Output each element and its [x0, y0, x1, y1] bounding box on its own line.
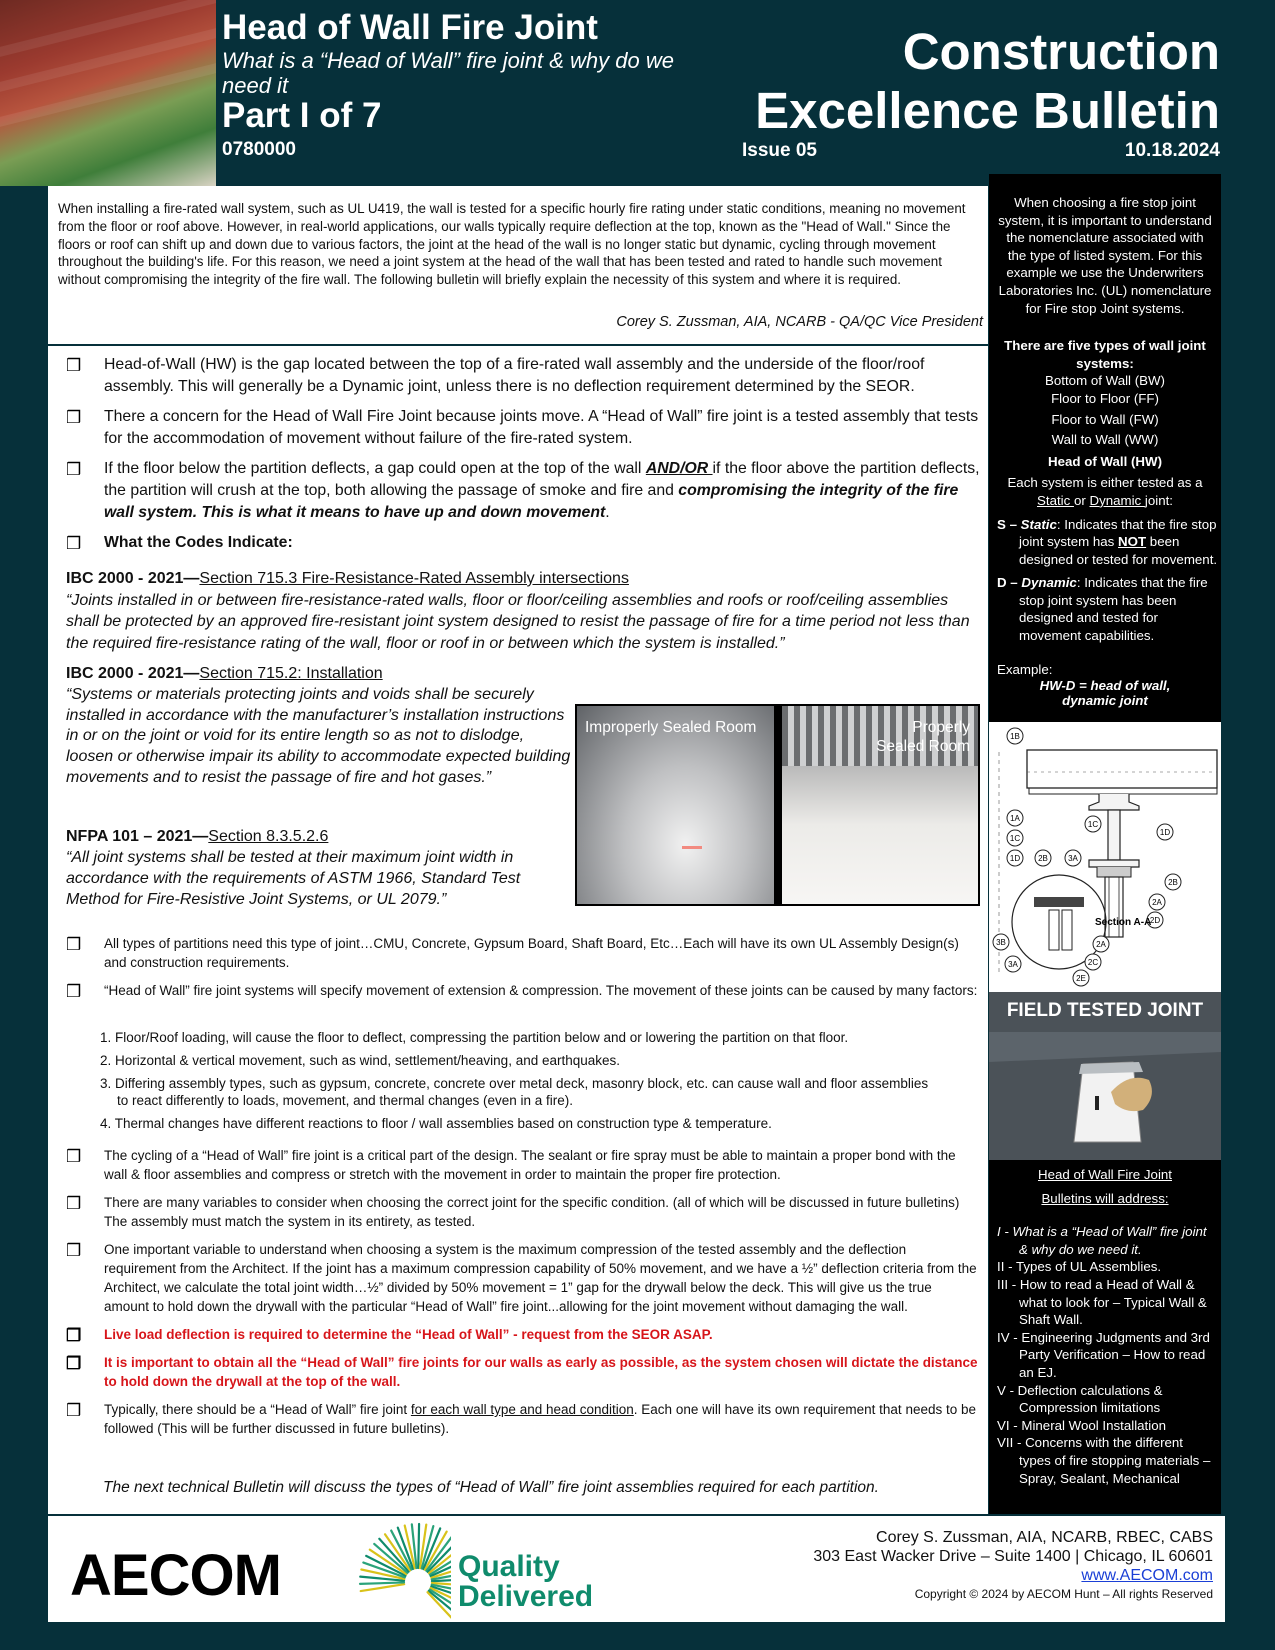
- code-ibc-715-2: IBC 2000 - 2021—Section 715.2: Installation “Systems or materials protecting joints and voids shall be securely installed in accordance with the manufacturer’s installation instructions in or on the joint or void for its entire length so as not to dislodge, loosen or otherwise impair its ability to accommodate expected building movements and to resist the passage of fire and hot gases.”: [66, 664, 574, 789]
- integrity-emphasis: compromising the integrity of the fire wall system. This is what it means to have up and down movement: [104, 482, 959, 521]
- checkbox-icon: ❒: [66, 935, 82, 954]
- page-subtitle: What is a “Head of Wall” fire joint & why do we need it: [222, 48, 674, 98]
- diagram-svg: [989, 722, 1221, 992]
- svg-text:1D: 1D: [1009, 854, 1021, 863]
- svg-text:2E: 2E: [1076, 974, 1086, 983]
- issue-label: Issue 05: [742, 140, 817, 161]
- concrete-slab: [1027, 750, 1217, 788]
- code-quote: “All joint systems shall be tested at their maximum joint width in accordance with the requirements of ASTM 1966, Standard Test Method for Fire-Resistive Joint Systems, or UL 2079.”: [66, 849, 521, 908]
- callout-2b: [1035, 850, 1051, 866]
- steel-beam-web: [1108, 810, 1120, 860]
- bullet-item: ❒ Head-of-Wall (HW) is the gap located between the top of a fire-rated wall assembly and the underside of the floor/roof assembly. This will generally be a Dynamic joint, unless there is no deflection requirement determined by the SEOR.: [66, 356, 925, 395]
- head-of-wall-diagram: [989, 722, 1221, 992]
- svg-text:1C: 1C: [1009, 834, 1021, 843]
- bullet-list-bottom: [48, 1146, 988, 1447]
- intro-text: When installing a fire-rated wall system, such as UL U419, the wall is tested for a specific hourly fire rating under static conditions, meaning no movement from the floor or roof above. However, in real-world applications, our walls typically require deflection at the top, known as the "Head of Wall." Since the floors or roof can shift up and down due to various factors, the joint at the head of the wall is no longer static but dynamic, cycling through movement throughout the building's life. For this reason, we need a joint system at the head of the wall that has been tested and rated to handle such movement without compromising the integrity of the fire wall. The following bulletin will briefly explain the necessity of this system and where it is required.: [58, 201, 966, 288]
- sidebar-nomenclature: [989, 174, 1221, 724]
- field-photo-svg: [989, 992, 1221, 1160]
- bullet-item: ❒ The cycling of a “Head of Wall” fire joint is a critical part of the design. The sealant or fire spray must be able to maintain a proper bond with the wall & floor assemblies and compress or stretch with the movement in order to maintain the proper fire protection.: [66, 1147, 956, 1182]
- type-item: Head of Wall (HW): [1048, 453, 1162, 469]
- contact-address: 303 East Wacker Drive – Suite 1400 | Chicago, IL 60601: [813, 1548, 1213, 1565]
- intro-author: Corey S. Zussman, AIA, NCARB - QA/QC Vice President: [616, 314, 983, 330]
- topic-item: VI - Mineral Wool Installation: [997, 1417, 1166, 1433]
- callout-3a-low: [1005, 956, 1021, 972]
- svg-text:2D: 2D: [1149, 916, 1161, 925]
- bullet-item: ❒ There are many variables to consider when choosing the correct joint for the specific condition. (all of which will be discussed in future bulletins) The assembly must match the system in its entirety, as tested.: [66, 1194, 960, 1229]
- divider: [48, 344, 988, 346]
- checkbox-icon: ❒: [66, 534, 82, 553]
- callout-1d: [1157, 824, 1173, 840]
- topic-item: I - What is a “Head of Wall” fire joint & why do we need it.: [997, 1224, 1207, 1257]
- bullet-list-mid: [48, 934, 988, 1009]
- checkbox-icon: ❒: [66, 1147, 82, 1166]
- types-heading: There are five types of wall joint systems:: [1004, 338, 1206, 371]
- footer: [48, 1514, 1225, 1622]
- issue-date: 10.18.2024: [1124, 140, 1220, 161]
- topic-item: IV - Engineering Judgments and 3rd Party Verification – How to read an EJ.: [997, 1329, 1210, 1380]
- checkbox-icon: ❒: [66, 408, 82, 427]
- metal-deck: [1029, 788, 1217, 794]
- checkbox-icon: ❒: [66, 982, 82, 1001]
- bullet-item: ❒ “Head of Wall” fire joint systems will specify movement of extension & compression. The movement of these joints can be caused by many factors:: [66, 982, 978, 1001]
- properly-sealed-photo: [782, 706, 978, 904]
- example-label: Example:: [997, 661, 1053, 677]
- static-definition: S – Static: Indicates that the fire stop joint system has NOT been designed or tested for movement.: [997, 516, 1218, 567]
- checkbox-icon: ❒: [66, 1326, 82, 1345]
- tested-as-text: Each system is either tested as a Static or Dynamic joint:: [1007, 475, 1203, 508]
- topic-item: V - Deflection calculations & Compression limitations: [997, 1382, 1163, 1416]
- type-item: Bottom of Wall (BW): [1045, 373, 1165, 389]
- page-title: Head of Wall Fire Joint: [222, 8, 598, 47]
- code-section-link: Section 715.2: Installation: [199, 665, 383, 682]
- track: [1079, 1062, 1143, 1074]
- closing-note: The next technical Bulletin will discuss the types of “Head of Wall” fire joint assemblies required for each partition.: [103, 1479, 879, 1496]
- fire-glow: [682, 846, 702, 849]
- bullet-list-top: [48, 354, 988, 562]
- svg-text:1C: 1C: [1087, 820, 1099, 829]
- codes-heading: What the Codes Indicate:: [104, 534, 293, 551]
- fire-spray: [1097, 867, 1131, 877]
- callout-1c-beam: [1085, 816, 1101, 832]
- checkbox-icon: ❒: [66, 1354, 82, 1373]
- bullet-item-alert: ❒ Live load deflection is required to determine the “Head of Wall” - request from the SEOR ASAP.: [66, 1326, 713, 1345]
- bulletin-title: Construction Excellence Bulletin: [755, 23, 1220, 139]
- quality-burst-icon: [306, 1520, 451, 1620]
- factor-item: 2. Horizontal & vertical movement, such as wind, settlement/heaving, and earthquakes.: [100, 1053, 621, 1068]
- sidebar-intro: When choosing a fire stop joint system, it is important to understand the nomenclature associated with the type of listed system. For this example we use the Underwriters Laboratories Inc. (UL) nomenclature for Fire stop Joint systems.: [998, 195, 1212, 316]
- code-nfpa-101: NFPA 101 – 2021—Section 8.3.5.2.6 “All joint systems shall be tested at their maximum joint width in accordance with the requirements of ASTM 1966, Standard Test Method for Fire-Resistive Joint Systems, or UL 2079.”: [66, 826, 574, 910]
- bullet-item: ❒ Typically, there should be a “Head of Wall” fire joint for each wall type and head condition. Each one will have its own requirement that needs to be followed (This will be further discussed in future bulletins).: [66, 1401, 976, 1436]
- header: [0, 0, 1275, 186]
- factor-item: 1. Floor/Roof loading, will cause the floor to deflect, compressing the partition below and or lowering the partition on that floor.: [100, 1030, 849, 1045]
- callout-1b: [1007, 728, 1023, 744]
- copyright: Copyright © 2024 by AECOM Hunt – All rights Reserved: [914, 1587, 1213, 1601]
- svg-text:2A: 2A: [1096, 940, 1106, 949]
- sealed-room-comparison-photo: [575, 704, 980, 906]
- burst-ray: [360, 1582, 404, 1583]
- svg-text:2C: 2C: [1087, 958, 1099, 967]
- burst-ray: [418, 1524, 419, 1568]
- svg-text:2A: 2A: [1152, 898, 1162, 907]
- svg-text:2B: 2B: [1038, 854, 1048, 863]
- checkbox-icon: ❒: [66, 460, 82, 479]
- topic-item: VII - Concerns with the different types of fire stopping materials – Spray, Sealant, Mechanical: [997, 1435, 1211, 1486]
- callout-3b: [993, 934, 1009, 950]
- bullet-item: [48, 532, 988, 554]
- wall-partition: [1105, 877, 1123, 937]
- callout-1c: [1007, 830, 1023, 846]
- steel-beam-flange: [1089, 794, 1139, 810]
- bulletins-address-link[interactable]: Bulletins will address:: [1041, 1190, 1169, 1206]
- topic-item: II - Types of UL Assemblies.: [997, 1259, 1162, 1275]
- callout-2b-right: [1165, 874, 1181, 890]
- website-link[interactable]: www.AECOM.com: [1081, 1567, 1213, 1584]
- main-content: [48, 186, 988, 1514]
- dynamic-definition: D – Dynamic: Indicates that the fire stop joint system has been designed and tested for movement capabilities.: [997, 575, 1208, 644]
- callout-1d-left: [1007, 850, 1023, 866]
- topic-item: III - How to read a Head of Wall & what to look for – Typical Wall & Shaft Wall.: [997, 1276, 1207, 1328]
- bullet-item: ❒ There a concern for the Head of Wall Fire Joint because joints move. A “Head of Wall” fire joint is a tested assembly that tests for the accommodation of movement without failure of the fire-rated system.: [66, 408, 979, 447]
- code-quote: “Systems or materials protecting joints and voids shall be securely installed in accordance with the manufacturer’s installation instructions in or on the joint or void for its entire length so as not to dislodge, loosen or otherwise impair its ability to accommodate expected building movements and to resist the passage of fire and hot gases.”: [66, 685, 571, 786]
- sidebar-series: [989, 1166, 1221, 1487]
- photo-caption-left: Improperly Sealed Room: [585, 719, 757, 736]
- detail-joint: [1034, 897, 1084, 907]
- callout-2a: [1149, 894, 1165, 910]
- callout-2a-low: [1093, 936, 1109, 952]
- code-section-link: Section 715.3 Fire-Resistance-Rated Assembly intersections: [199, 570, 629, 587]
- checkbox-icon: ❒: [66, 356, 82, 375]
- factor-item: 3. Differing assembly types, such as gypsum, concrete, concrete over metal deck, masonry block, etc. can cause wall and floor assemblies to react differently to loads, movement, and thermal changes (even in a fire).: [100, 1076, 929, 1108]
- improperly-sealed-photo: [577, 706, 774, 904]
- contact-name: Corey S. Zussman, AIA, NCARB, RBEC, CABS: [876, 1529, 1213, 1546]
- callout-1a: [1007, 810, 1023, 826]
- svg-text:2B: 2B: [1168, 878, 1178, 887]
- checkbox-icon: ❒: [66, 1241, 82, 1260]
- svg-text:3A: 3A: [1068, 854, 1078, 863]
- quality-delivered-tagline: Quality Delivered: [458, 1550, 594, 1613]
- checkbox-icon: ❒: [66, 1401, 82, 1420]
- svg-text:3B: 3B: [996, 938, 1006, 947]
- type-item: Wall to Wall (WW): [1051, 432, 1159, 448]
- type-item: Floor to Floor (FF): [1051, 390, 1159, 406]
- factor-list: [100, 1029, 930, 1138]
- svg-text:1A: 1A: [1010, 814, 1020, 823]
- part-label: Part I of 7: [222, 96, 382, 135]
- bullet-item: ❒ If the floor below the partition deflects, a gap could open at the top of the wall AND/OR if the floor above the partition deflects, the partition will crush at the top, both allowing the passage of smoke and fire and compromising the integrity of the fire wall system. This is what it means to have up and down movement.: [66, 460, 980, 521]
- aecom-logo: AECOM: [70, 1543, 281, 1608]
- steel-beam-bottom: [1089, 860, 1139, 867]
- hw-series-link[interactable]: Head of Wall Fire Joint: [1037, 1167, 1172, 1182]
- callout-3a: [1065, 850, 1081, 866]
- checkbox-icon: ❒: [66, 1194, 82, 1213]
- sidebar: [989, 174, 1221, 1514]
- callout-2c: [1085, 954, 1101, 970]
- bullet-item-alert: ❒ It is important to obtain all the “Head of Wall” fire joints for our walls as early as possible, as the system chosen will dictate the distance to hold down the drywall at the top of the wall.: [66, 1354, 978, 1389]
- header-photo: [0, 0, 216, 186]
- and-or-emphasis: AND/OR: [645, 460, 713, 477]
- type-item: Floor to Wall (FW): [1051, 411, 1159, 427]
- bullet-item: ❒ One important variable to understand when choosing a system is the maximum compression of the tested assembly and the deflection requirement from the Architect. If the joint has a maximum compression capability of 50% movement, and we have a ½” deflection criteria from the Architect, we calculate the total joint width…½” divided by 50% movement = 1” gap for the drywall below the deck. This will give us the true amount to hold down the drywall with the particular “Head of Wall” fire joint...allowing for the joint movement without damaging the wall.: [66, 1241, 977, 1314]
- example-value: HW-D = head of wall, dynamic joint: [1039, 678, 1171, 709]
- callout-2e: [1073, 970, 1089, 986]
- bullet-item: ❒ All types of partitions need this type of joint…CMU, Concrete, Gypsum Board, Shaft Board, Etc…Each will have its own UL Assembly Design(s) and construction requirements.: [66, 935, 959, 970]
- contact-block: [813, 1528, 1213, 1604]
- svg-text:1D: 1D: [1159, 828, 1171, 837]
- code-ibc-715-3: IBC 2000 - 2021—Section 715.3 Fire-Resistance-Rated Assembly intersections “Joints installed in or between fire-resistance-rated walls, floor or floor/ceiling assemblies and roofs or roof/ceiling assemblies shall be protected by an approved fire-resistant joint system designed to resist the passage of fire for a time period not less than the required fire-resistance rating of the wall, floor or roof in or between which the system is installed.”: [66, 568, 981, 654]
- code-section-link: Section 8.3.5.2.6: [208, 828, 329, 845]
- field-tested-joint-photo: [989, 992, 1221, 1160]
- svg-text:1B: 1B: [1010, 732, 1020, 741]
- field-tested-title: FIELD TESTED JOINT: [1006, 1000, 1204, 1021]
- section-label: Section A-A: [1095, 917, 1152, 928]
- code-quote: “Joints installed in or between fire-resistance-rated walls, floor or floor/ceiling assemblies and roofs or roof/ceiling assemblies shall be protected by an approved fire-resistant joint system designed to resist the passage of fire for a time period not less than the required fire-resistance rating of the wall, floor or roof in or between which the system is installed.”: [66, 591, 970, 652]
- factor-item: 4. Thermal changes have different reactions to floor / wall assemblies based on construction type & temperature.: [100, 1116, 772, 1131]
- burst-ray: [361, 1584, 404, 1591]
- photo-caption-right: Properly Sealed Room: [876, 719, 970, 755]
- svg-text:3A: 3A: [1008, 960, 1018, 969]
- spec-code: 0780000: [222, 139, 296, 160]
